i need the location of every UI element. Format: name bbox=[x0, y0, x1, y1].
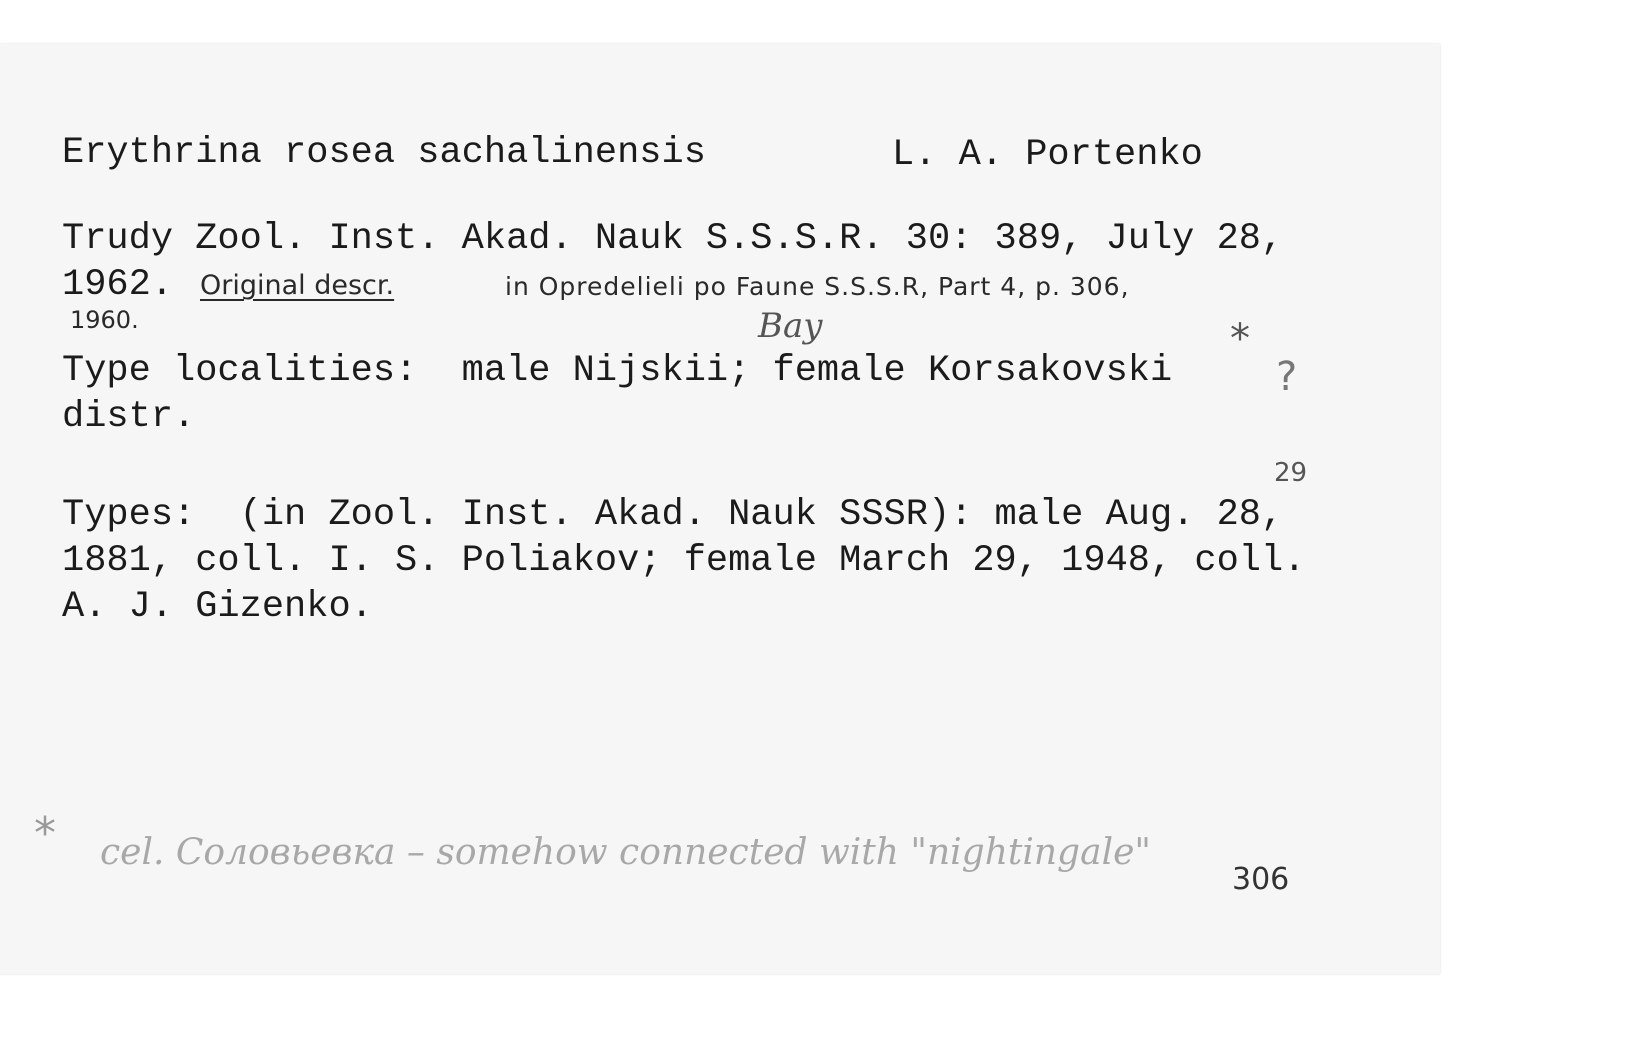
date-correction-note: 29 bbox=[1274, 458, 1308, 488]
types-line-1: Types: (in Zool. Inst. Akad. Nauk SSSR): male Aug. 28, bbox=[62, 494, 1284, 536]
taxon-name: Erythrina rosea sachalinensis bbox=[62, 132, 706, 174]
index-card bbox=[0, 44, 1440, 974]
page-number: 306 bbox=[1232, 862, 1290, 897]
question-mark-note: ? bbox=[1276, 354, 1298, 400]
taxon-author: L. A. Portenko bbox=[892, 134, 1203, 176]
citation-year-note: 1960. bbox=[70, 306, 139, 334]
opredelitel-note: in Opredelieli po Faune S.S.S.R, Part 4, p. 306, bbox=[505, 272, 1130, 301]
footnote-asterisk: * bbox=[34, 808, 56, 859]
citation-year: 1962. bbox=[62, 264, 174, 306]
original-description-note: Original descr. bbox=[200, 270, 395, 301]
citation-line-1: Trudy Zool. Inst. Akad. Nauk S.S.S.R. 30: 389, July 28, bbox=[62, 218, 1284, 260]
footnote-marker: * bbox=[1230, 316, 1250, 362]
bay-note: Bay bbox=[758, 306, 823, 346]
type-localities-line-1: Type localities: male Nijskii; female Korsakovski bbox=[62, 350, 1173, 392]
footnote-text: cel. Соловьевка – somehow connected with "nightingale" bbox=[100, 832, 1151, 873]
types-line-2: 1881, coll. I. S. Poliakov; female March 29, 1948, coll. bbox=[62, 540, 1306, 582]
types-line-3: A. J. Gizenko. bbox=[62, 586, 373, 628]
type-localities-line-2: distr. bbox=[62, 396, 196, 438]
